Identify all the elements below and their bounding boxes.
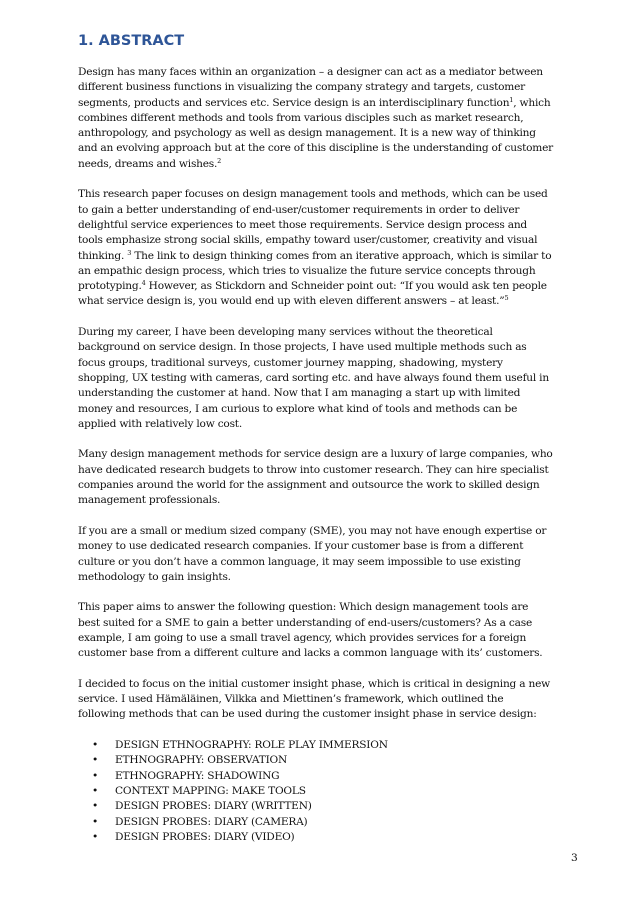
text-line: example, I am going to use a small travel agency, which provides services for a foreign [78,631,527,644]
text-line: following methods that can be used during the customer insight phase in service design: [78,708,537,721]
paragraph-4 [78,447,582,508]
text-segment: , which [513,96,551,109]
text-line [78,249,582,264]
method-list [78,738,582,845]
paragraph-7 [78,677,582,723]
text-line: anthropology, and psychology as well as design management. It is a new way of thinking [78,127,536,140]
abstract-body [78,65,582,845]
list-item-text: ETHNOGRAPHY: OBSERVATION [115,754,288,767]
text-line: This paper aims to answer the following question: Which design management tools are [78,601,529,614]
bullet-icon: • [92,769,99,782]
text-line: background on service design. In those projects, I have used multiple methods such as [78,341,527,354]
text-line: tools emphasize strong social skills, empathy toward user/customer, creativity and visual [78,234,538,247]
text-line: best suited for a SME to gain a better understanding of end-users/customers? As a case [78,616,532,629]
list-item-text: DESIGN PROBES: DIARY (VIDEO) [115,830,295,843]
text-line: to gain a better understanding of end-user/customer requirements in order to deliver [78,203,520,216]
text-segment: However, as Stickdorn and Schneider point out: “If you would ask ten people [145,280,547,293]
text-line: methodology to gain insights. [78,570,231,583]
text-line: focus groups, traditional surveys, customer journey mapping, shadowing, mystery [78,356,503,369]
text-line: have dedicated research budgets to throw into customer research. They can hire specialist [78,463,549,476]
text-segment: what service design is, you would end up with eleven different answers – at least.” [78,295,505,308]
text-line: and an evolving approach but at the core of this discipline is the understanding of customer [78,142,553,155]
paragraph-5 [78,524,582,585]
text-line: During my career, I have been developing many services without the theoretical [78,326,493,339]
text-line: delightful service experiences to meet those requirements. Service design process and [78,218,527,231]
text-line: Many design management methods for service design are a luxury of large companies, who [78,448,553,461]
text-line: culture or you don’t have a common language, it may seem impossible to use existing [78,555,521,568]
text-line: money and resources, I am curious to explore what kind of tools and methods can be [78,402,518,415]
text-line [78,96,582,111]
bullet-icon: • [92,739,99,752]
text-line: shopping, UX testing with cameras, card sorting etc. and have always found them useful in [78,371,549,384]
text-segment: segments, products and services etc. Service design is an interdisciplinary function [78,96,510,109]
text-segment: prototyping. [78,280,142,293]
text-line: understanding the customer at hand. Now that I am managing a start up with limited [78,387,521,400]
list-item [78,769,582,784]
list-item [78,830,582,845]
text-line: different business functions in visualizing the company strategy and targets, customer [78,81,525,94]
page-number: 3 [571,852,578,864]
bullet-icon: • [92,800,99,813]
text-line: I decided to focus on the initial customer insight phase, which is critical in designing a new [78,677,550,690]
footnote-ref: 1 [509,95,514,104]
footnote-ref: 4 [141,279,146,288]
text-line: money to use dedicated research companies. If your customer base is from a different [78,540,524,553]
text-line: Design has many faces within an organization – a designer can act as a mediator between [78,66,543,78]
text-line [78,294,582,309]
text-segment: thinking. [78,249,128,262]
footnote-ref: 5 [504,294,509,303]
bullet-icon: • [92,754,99,767]
text-line: applied with relatively low cost. [78,417,242,430]
text-line [78,279,582,294]
list-item [78,815,582,830]
paragraph-2 [78,187,582,309]
text-line: an empathic design process, which tries to visualize the future service concepts through [78,264,536,277]
footnote-ref: 2 [217,156,222,165]
paragraph-6 [78,600,582,661]
section-heading: 1. ABSTRACT [78,33,185,49]
list-item-text: DESIGN PROBES: DIARY (CAMERA) [115,815,308,828]
paragraph-3 [78,325,582,432]
text-line [78,157,582,172]
list-item-text: CONTEXT MAPPING: MAKE TOOLS [115,784,306,797]
list-item-text: DESIGN PROBES: DIARY (WRITTEN) [115,800,312,813]
text-line: management professionals. [78,494,221,507]
text-line: customer base from a different culture and lacks a common language with its’ customers. [78,647,543,660]
list-item [78,784,582,799]
list-item [78,753,582,768]
text-segment: The link to design thinking comes from an iterative approach, which is similar to [131,249,552,262]
text-line: combines different methods and tools from various disciples such as market research, [78,111,524,124]
bullet-icon: • [92,784,99,797]
footnote-ref: 3 [127,248,132,257]
text-line: If you are a small or medium sized company (SME), you may not have enough expertise or [78,524,547,537]
list-item [78,738,582,753]
list-item [78,799,582,814]
paragraph-1 [78,65,582,172]
text-segment: needs, dreams and wishes. [78,157,218,170]
list-item-text: ETHNOGRAPHY: SHADOWING [115,769,280,782]
list-item-text: DESIGN ETHNOGRAPHY: ROLE PLAY IMMERSION [115,739,388,752]
text-line: service. I used Hämäläinen, Vilkka and Miettinen’s framework, which outlined the [78,693,504,706]
bullet-icon: • [92,830,99,843]
bullet-icon: • [92,815,99,828]
text-line: companies around the world for the assignment and outsource the work to skilled design [78,479,540,492]
text-line: This research paper focuses on design management tools and methods, which can be used [78,188,548,201]
